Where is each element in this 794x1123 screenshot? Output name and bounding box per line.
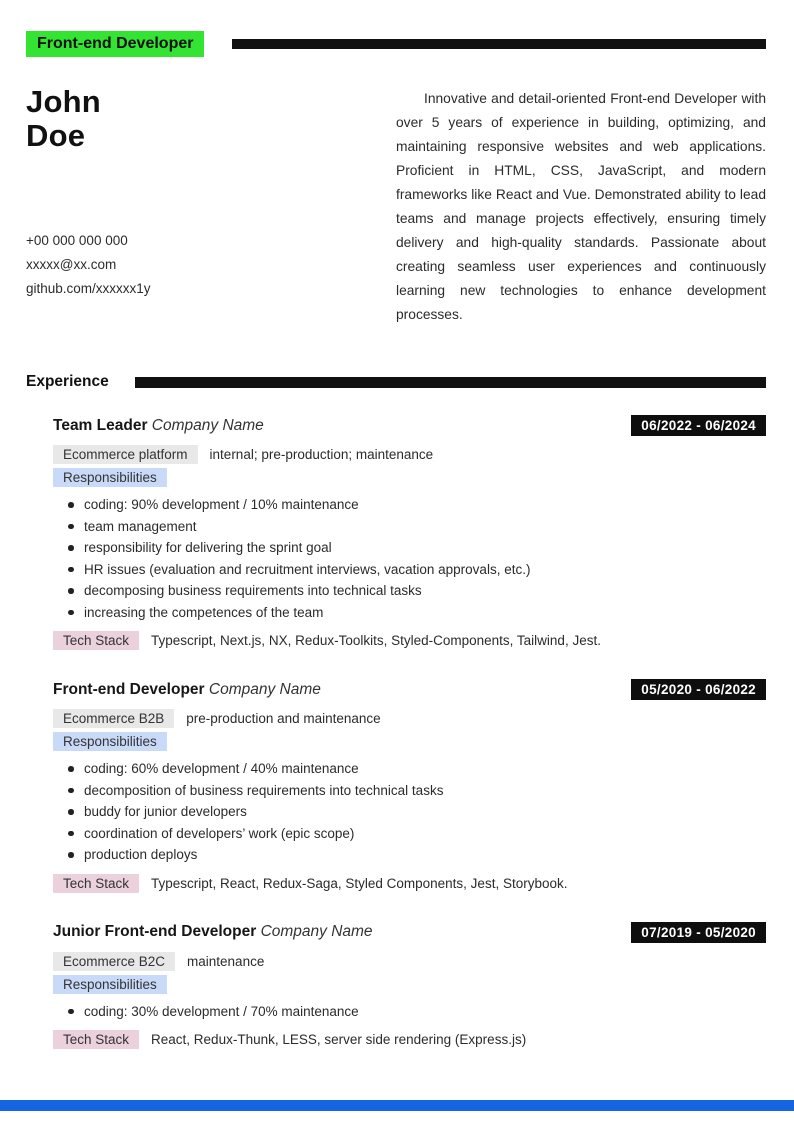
- responsibility-item: production deploys: [68, 844, 766, 866]
- responsibilities-badge: Responsibilities: [53, 468, 167, 487]
- job-date-badge: 05/2020 - 06/2022: [631, 679, 766, 700]
- tech-stack-row: [53, 1030, 766, 1049]
- job-date-badge: 06/2022 - 06/2024: [631, 415, 766, 436]
- tech-stack-list: Typescript, Next.js, NX, Redux-Toolkits, Styled-Components, Tailwind, Jest.: [151, 633, 601, 648]
- project-row: [53, 952, 766, 971]
- tech-stack-row: [53, 874, 766, 893]
- job-role: Front-end Developer: [53, 680, 205, 698]
- experience-header: [26, 373, 766, 391]
- responsibilities-row: [53, 468, 766, 487]
- name-last: Doe: [26, 118, 86, 153]
- tech-stack-row: [53, 631, 766, 650]
- intro-section: [26, 85, 766, 327]
- job-list: [53, 415, 766, 1049]
- tech-stack-badge: Tech Stack: [53, 1030, 139, 1049]
- footer-accent-bar: [0, 1100, 794, 1111]
- tech-stack-badge: Tech Stack: [53, 631, 139, 650]
- responsibility-list: [53, 494, 766, 623]
- job-date-badge: 07/2019 - 05/2020: [631, 922, 766, 943]
- project-row: [53, 709, 766, 728]
- candidate-name: [26, 85, 366, 153]
- project-type-badge: Ecommerce platform: [53, 445, 198, 464]
- job-entry: [53, 922, 766, 1050]
- responsibility-item: buddy for junior developers: [68, 801, 766, 823]
- experience-divider-bar: [135, 377, 766, 388]
- intro-left-column: [26, 85, 366, 327]
- responsibility-item: decomposing business requirements into technical tasks: [68, 580, 766, 602]
- responsibility-item: increasing the competences of the team: [68, 602, 766, 624]
- contact-block: [26, 229, 366, 301]
- responsibility-item: team management: [68, 516, 766, 538]
- job-company: Company Name: [260, 923, 373, 940]
- responsibilities-badge: Responsibilities: [53, 732, 167, 751]
- responsibilities-badge: Responsibilities: [53, 975, 167, 994]
- tech-stack-badge: Tech Stack: [53, 874, 139, 893]
- responsibility-item: coding: 90% development / 10% maintenance: [68, 494, 766, 516]
- contact-email: xxxxx@xx.com: [26, 257, 117, 272]
- job-title-row: [53, 679, 766, 700]
- responsibility-item: decomposition of business requirements into technical tasks: [68, 780, 766, 802]
- role-badge: Front-end Developer: [26, 31, 204, 57]
- responsibility-list: [53, 758, 766, 866]
- job-title-row: [53, 415, 766, 436]
- header-badge-row: [26, 31, 766, 57]
- top-divider-bar: [232, 39, 766, 49]
- project-note: internal; pre-production; maintenance: [209, 447, 434, 462]
- job-title: [53, 681, 321, 699]
- job-entry: [53, 679, 766, 893]
- job-company: Company Name: [151, 416, 264, 434]
- job-entry: [53, 415, 766, 650]
- responsibility-list: [53, 1001, 766, 1023]
- contact-phone: +00 000 000 000: [26, 233, 128, 248]
- job-role: Team Leader: [53, 416, 148, 434]
- responsibility-item: responsibility for delivering the sprint goal: [68, 537, 766, 559]
- summary-paragraph: Innovative and detail-oriented Front-end Developer with over 5 years of experience in building, optimizing, and maintaining responsive websites and web applications. Proficient in HTML, CSS, JavaScript, and modern frameworks like React and Vue. Demonstrated ability to lead teams and manage projects effectively, ensuring timely delivery and high-quality standards. Passionate about creating seamless user experiences and continuously learning new technologies to enhance development processes.: [396, 91, 766, 322]
- project-type-badge: Ecommerce B2B: [53, 709, 174, 728]
- job-title: [53, 923, 373, 941]
- experience-section: [26, 373, 766, 1049]
- responsibility-item: coding: 30% development / 70% maintenance: [68, 1001, 766, 1023]
- responsibility-item: HR issues (evaluation and recruitment interviews, vacation approvals, etc.): [68, 559, 766, 581]
- experience-heading: Experience: [26, 373, 109, 390]
- project-type-badge: Ecommerce B2C: [53, 952, 175, 971]
- tech-stack-list: Typescript, React, Redux-Saga, Styled Components, Jest, Storybook.: [151, 875, 568, 891]
- tech-stack-list: React, Redux-Thunk, LESS, server side rendering (Express.js): [151, 1032, 527, 1047]
- responsibility-item: coding: 60% development / 40% maintenance: [68, 758, 766, 780]
- responsibilities-row: [53, 975, 766, 994]
- job-title-row: [53, 922, 766, 943]
- project-row: [53, 445, 766, 464]
- name-first: John: [26, 84, 101, 119]
- project-note: pre-production and maintenance: [186, 711, 381, 726]
- project-note: maintenance: [187, 953, 265, 969]
- job-role: Junior Front-end Developer: [53, 923, 257, 940]
- job-company: Company Name: [208, 680, 321, 698]
- responsibilities-row: [53, 732, 766, 751]
- responsibility-item: coordination of developers’ work (epic scope): [68, 823, 766, 845]
- job-title: [53, 417, 264, 435]
- contact-github: github.com/xxxxxx1y: [26, 281, 151, 296]
